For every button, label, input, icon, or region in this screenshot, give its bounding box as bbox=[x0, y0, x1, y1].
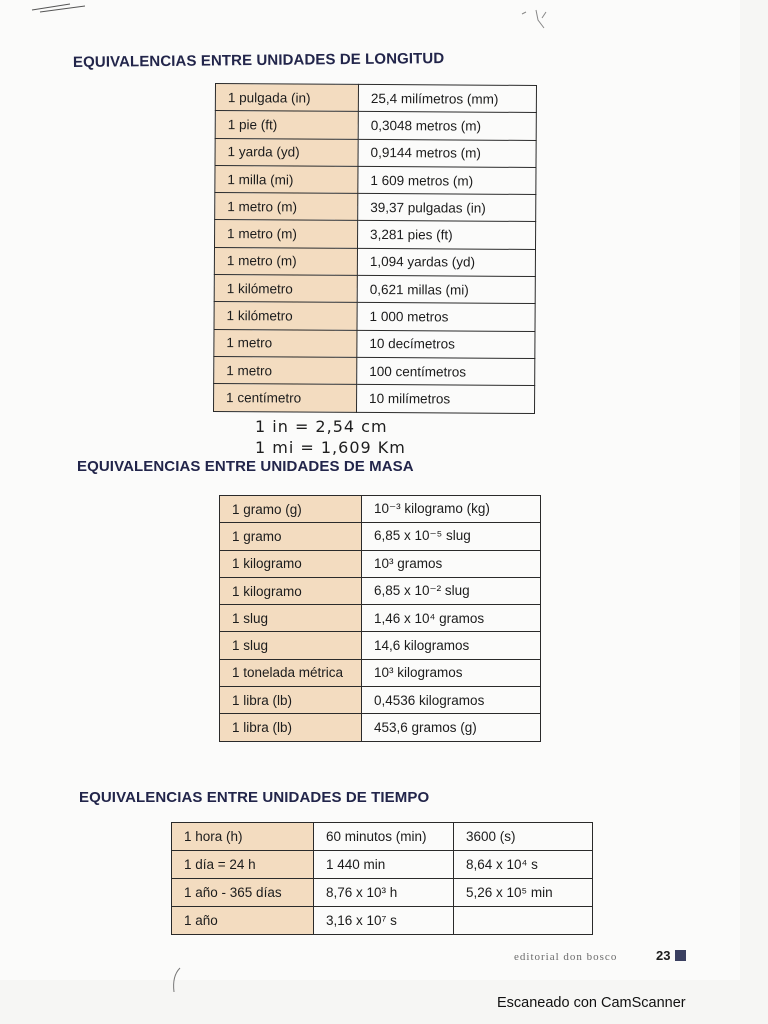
equivalence-cell: 1 000 metros bbox=[357, 303, 535, 331]
unit-cell: 1 centímetro bbox=[214, 384, 357, 412]
table-masa bbox=[219, 495, 541, 742]
unit-cell: 1 metro bbox=[214, 329, 357, 357]
equivalence-cell: 1 609 metros (m) bbox=[358, 166, 536, 194]
unit-cell: 1 pulgada (in) bbox=[215, 84, 358, 112]
table-row bbox=[172, 907, 593, 935]
equivalence-cell: 0,9144 metros (m) bbox=[358, 139, 536, 167]
table-row bbox=[220, 496, 541, 523]
equivalence-cell: 3600 (s) bbox=[454, 823, 593, 851]
table-row bbox=[215, 111, 536, 140]
unit-cell: 1 yarda (yd) bbox=[215, 138, 358, 166]
table-row bbox=[220, 659, 541, 686]
unit-cell: 1 slug bbox=[220, 632, 362, 659]
table-row bbox=[214, 302, 535, 331]
table-row bbox=[220, 714, 541, 741]
unit-cell: 1 kilómetro bbox=[214, 275, 357, 303]
equivalence-cell: 3,281 pies (ft) bbox=[358, 221, 536, 249]
table-row bbox=[214, 329, 535, 358]
equivalence-cell: 39,37 pulgadas (in) bbox=[358, 194, 536, 222]
table-row bbox=[220, 632, 541, 659]
unit-cell: 1 kilogramo bbox=[220, 550, 362, 577]
equivalence-cell: 10⁻³ kilogramo (kg) bbox=[362, 496, 541, 523]
equivalence-cell: 25,4 milímetros (mm) bbox=[358, 84, 536, 112]
equivalence-cell: 453,6 gramos (g) bbox=[362, 714, 541, 741]
table-row bbox=[215, 138, 536, 167]
scan-mark-corner bbox=[518, 6, 558, 32]
handwritten-note-mi: 1 mi = 1,609 Km bbox=[255, 438, 406, 457]
table-row bbox=[220, 550, 541, 577]
unit-cell: 1 kilómetro bbox=[214, 302, 357, 330]
equivalence-cell bbox=[454, 907, 593, 935]
equivalence-cell: 3,16 x 10⁷ s bbox=[314, 907, 454, 935]
unit-cell: 1 año - 365 días bbox=[172, 879, 314, 907]
equivalence-cell: 6,85 x 10⁻² slug bbox=[362, 577, 541, 604]
table-row bbox=[172, 879, 593, 907]
camscanner-watermark: Escaneado con CamScanner bbox=[497, 995, 686, 1011]
unit-cell: 1 metro (m) bbox=[215, 220, 358, 248]
table-row bbox=[220, 523, 541, 550]
heading-masa: EQUIVALENCIAS ENTRE UNIDADES DE MASA bbox=[77, 458, 414, 475]
table-row bbox=[220, 577, 541, 604]
table-row bbox=[215, 84, 536, 113]
unit-cell: 1 libra (lb) bbox=[220, 714, 362, 741]
unit-cell: 1 hora (h) bbox=[172, 823, 314, 851]
unit-cell: 1 día = 24 h bbox=[172, 851, 314, 879]
equivalence-cell: 0,4536 kilogramos bbox=[362, 687, 541, 714]
equivalence-cell: 10 decímetros bbox=[357, 330, 535, 358]
equivalence-cell: 1 440 min bbox=[314, 851, 454, 879]
unit-cell: 1 gramo (g) bbox=[220, 496, 362, 523]
unit-cell: 1 gramo bbox=[220, 523, 362, 550]
unit-cell: 1 metro (m) bbox=[215, 193, 358, 221]
equivalence-cell: 0,3048 metros (m) bbox=[358, 112, 536, 140]
equivalence-cell: 100 centímetros bbox=[357, 357, 535, 385]
unit-cell: 1 metro bbox=[214, 356, 357, 384]
publisher-name: editorial don bosco bbox=[514, 951, 618, 963]
unit-cell: 1 pie (ft) bbox=[215, 111, 358, 139]
equivalence-cell: 1,094 yardas (yd) bbox=[357, 248, 535, 276]
equivalence-cell: 10³ kilogramos bbox=[362, 659, 541, 686]
table-longitud bbox=[213, 83, 537, 414]
equivalence-cell: 6,85 x 10⁻⁵ slug bbox=[362, 523, 541, 550]
table-row bbox=[214, 275, 535, 304]
unit-cell: 1 slug bbox=[220, 605, 362, 632]
equivalence-cell: 14,6 kilogramos bbox=[362, 632, 541, 659]
unit-cell: 1 metro (m) bbox=[214, 247, 357, 275]
scan-mark-bottom bbox=[168, 966, 188, 996]
table-row bbox=[220, 687, 541, 714]
table-row bbox=[172, 851, 593, 879]
handwritten-note-in: 1 in = 2,54 cm bbox=[255, 417, 388, 436]
table-row bbox=[214, 356, 535, 385]
page-number-square-icon bbox=[675, 950, 686, 961]
table-row bbox=[172, 823, 593, 851]
equivalence-cell: 10 milímetros bbox=[356, 385, 534, 413]
equivalence-cell: 5,26 x 10⁵ min bbox=[454, 879, 593, 907]
unit-cell: 1 libra (lb) bbox=[220, 687, 362, 714]
heading-tiempo: EQUIVALENCIAS ENTRE UNIDADES DE TIEMPO bbox=[79, 789, 430, 806]
equivalence-cell: 60 minutos (min) bbox=[314, 823, 454, 851]
heading-longitud: EQUIVALENCIAS ENTRE UNIDADES DE LONGITUD bbox=[72, 50, 445, 71]
unit-cell: 1 año bbox=[172, 907, 314, 935]
unit-cell: 1 milla (mi) bbox=[215, 165, 358, 193]
table-tiempo bbox=[171, 822, 593, 935]
scan-mark-top bbox=[30, 0, 90, 14]
table-row bbox=[215, 193, 536, 222]
equivalence-cell: 0,621 millas (mi) bbox=[357, 275, 535, 303]
table-row bbox=[215, 220, 536, 249]
table-row bbox=[220, 605, 541, 632]
unit-cell: 1 kilogramo bbox=[220, 577, 362, 604]
table-row bbox=[215, 165, 536, 194]
equivalence-cell: 1,46 x 10⁴ gramos bbox=[362, 605, 541, 632]
equivalence-cell: 10³ gramos bbox=[362, 550, 541, 577]
equivalence-cell: 8,76 x 10³ h bbox=[314, 879, 454, 907]
table-row bbox=[214, 247, 535, 276]
page-number: 23 bbox=[656, 948, 671, 963]
table-row bbox=[214, 384, 535, 413]
equivalence-cell: 8,64 x 10⁴ s bbox=[454, 851, 593, 879]
unit-cell: 1 tonelada métrica bbox=[220, 659, 362, 686]
